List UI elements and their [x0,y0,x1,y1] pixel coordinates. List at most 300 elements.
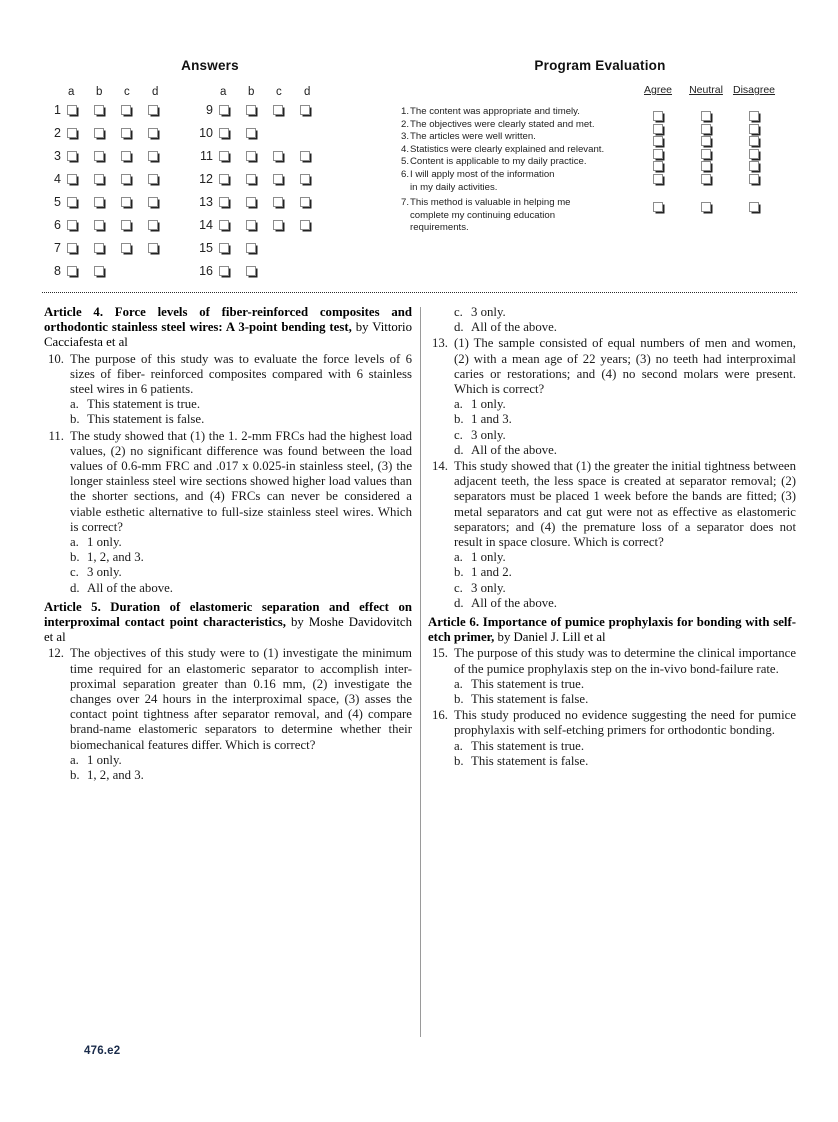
answer-cell [121,105,148,115]
answer-cell [67,220,94,230]
answers-column-headers-left [67,81,179,98]
answer-checkbox-1b[interactable] [94,105,104,115]
answer-cell [94,174,121,184]
evaluation-question-text [400,143,660,157]
evaluation-question-text [400,197,660,235]
answers-header-b: b [248,86,255,98]
evaluation-row-2 [400,119,800,132]
answer-checkbox-9b[interactable] [246,105,256,115]
answer-checkbox-7d[interactable] [148,243,158,253]
answer-row-number: 10 [199,125,213,140]
quiz-option-letter: a. [70,535,79,550]
quiz-continued-options [428,305,796,335]
quiz-question [428,708,796,769]
answer-checkbox-11c[interactable] [273,151,283,161]
answers-grid-right [197,81,331,282]
quiz-option[interactable] [454,677,796,692]
quiz-question-number: 13. [432,336,448,351]
answer-checkbox-4a[interactable] [67,174,77,184]
answer-row-3 [45,144,179,167]
answer-checkbox-6a[interactable] [67,220,77,230]
answer-cell [67,174,94,184]
answer-cell [246,197,273,207]
answer-checkbox-1d[interactable] [148,105,158,115]
answer-cell [300,220,327,230]
quiz-option-text: 1 and 2. [471,565,512,580]
quiz-question-text: The purpose of this study was to evaluate the force levels of 6 sizes of fiber- reinforced composites compared with 6 stainless steel wires in 6 patients. [70,351,412,397]
answer-checkbox-2a[interactable] [67,128,77,138]
quiz-question-number: 11. [48,428,64,443]
answer-row-8 [45,259,179,282]
answer-checkbox-7a[interactable] [67,243,77,253]
quiz-option-text: 3 only. [471,580,506,595]
article-title: Article 5. Duration of elastomeric separation and effect on interproximal contact point characteristics, [44,599,412,630]
quiz-option[interactable] [454,397,796,412]
quiz-option[interactable] [454,412,796,427]
answer-checkbox-12d[interactable] [300,174,310,184]
answer-checkbox-4c[interactable] [121,174,131,184]
answer-checkbox-10a[interactable] [219,128,229,138]
quiz-option-text: 3 only. [471,427,506,442]
article-authors: by Moshe Davidovitch et al [44,615,412,645]
quiz-option[interactable] [454,428,796,443]
answer-cell [67,105,94,115]
quiz-option[interactable] [454,550,796,565]
evaluation-checkbox-wrapper [653,199,663,217]
answer-checkbox-7b[interactable] [94,243,104,253]
answers-header-c: c [124,86,130,98]
evaluation-question-line: The objectives were clearly stated and met. [410,118,595,130]
quiz-option-letter: b. [70,412,80,427]
evaluation-scale-agree: Agree [643,84,673,96]
answer-checkbox-3a[interactable] [67,151,77,161]
quiz-option[interactable] [454,739,796,754]
quiz-option-text: All of the above. [471,320,557,335]
answer-checkbox-13c[interactable] [273,197,283,207]
answer-cell [273,105,300,115]
answer-checkbox-12b[interactable] [246,174,256,184]
quiz-option-text: This statement is true. [471,738,585,753]
quiz-option[interactable] [70,535,412,550]
quiz-question-number: 10. [48,351,64,366]
quiz-question-text: The objectives of this study were to (1) investigate the minimum time required for an elastomeric separator to accomplish inter-proximal separation greater than 0.16 mm, (2) investigate the changes over 24 hours in the interproximal space, (3) asses the contact point tightness after separator removal, and (4) compare brand-name elastomeric separators to determine whether their biomechanical features differ. Which is correct? [70,646,412,752]
answer-cell [148,174,175,184]
answer-checkbox-9d[interactable] [300,105,310,115]
evaluation-question-number: 2. [400,118,409,130]
answer-checkbox-5b[interactable] [94,197,104,207]
answer-cell [94,220,121,230]
answer-cell [219,105,246,115]
quiz-question-text: (1) The sample consisted of equal numbers of men and women, (2) with a mean age of 22 years; (3) no teeth had interproximal caries or restorations; and (4) no second molars were present. Which is correct? [454,336,796,397]
answer-row-number: 9 [206,102,213,117]
quiz-option-text: 1 only. [471,397,506,412]
quiz-option-letter: b. [454,412,464,427]
answer-cell [219,197,246,207]
answer-row-number: 2 [54,125,61,140]
answer-row-7 [45,236,179,259]
answer-row-number: 14 [199,217,213,232]
quiz-option[interactable] [454,596,796,611]
answer-cell [300,197,327,207]
answer-row-5 [45,190,179,213]
answers-grids [45,81,375,282]
answer-cell [94,105,121,115]
evaluation-question-number: 7. [400,197,409,209]
article-authors: by Daniel J. Lill et al [494,630,606,645]
quiz-option-letter: b. [70,550,80,565]
answer-cell [273,174,300,184]
right-column [428,305,796,769]
evaluation-question-text [400,106,660,119]
quiz-option-letter: b. [70,768,80,783]
evaluation-scale-neutral: Neutral [689,84,723,96]
article-heading [44,600,412,646]
answer-row-number: 4 [54,171,61,186]
answer-cell [67,266,94,276]
answer-cell [121,220,148,230]
quiz-option-text: This statement is true. [471,676,585,691]
quiz-question-number: 15. [432,646,448,661]
evaluation-row-3 [400,131,800,144]
answer-cell [67,197,94,207]
evaluation-question-line: This method is valuable in helping me [410,197,571,209]
answers-header-d: d [152,86,159,98]
quiz-option-text: 3 only. [87,565,122,580]
answer-checkbox-4d[interactable] [148,174,158,184]
answer-checkbox-3c[interactable] [121,151,131,161]
evaluation-checkbox-wrapper [701,199,711,217]
answer-cell [121,197,148,207]
quiz-option-letter: d. [454,320,464,335]
answer-checkbox-16b[interactable] [246,266,256,276]
quiz-option-text: All of the above. [471,595,557,610]
quiz-option-letter: b. [454,753,464,768]
quiz-option-text: 1 and 3. [471,412,512,427]
evaluation-question-line: Content is applicable to my daily practice. [410,156,587,168]
answer-cell [246,174,273,184]
answers-header-c: c [276,86,282,98]
evaluation-checkbox-wrapper [653,171,663,189]
answers-header-a: a [68,86,75,98]
left-column [44,305,412,783]
answer-checkbox-14a[interactable] [219,220,229,230]
answer-row-number: 3 [54,148,61,163]
quiz-option-letter: c. [70,565,79,580]
quiz-question [428,646,796,707]
answer-checkbox-7c[interactable] [121,243,131,253]
answers-column-headers-right [219,81,331,98]
quiz-question [44,646,412,783]
quiz-option-letter: d. [454,595,464,610]
answer-checkbox-3b[interactable] [94,151,104,161]
answer-row-9 [197,98,331,121]
answer-cell [67,243,94,253]
quiz-option-letter: b. [454,565,464,580]
quiz-option[interactable] [454,581,796,596]
evaluation-question-text [400,168,660,194]
answer-checkbox-1c[interactable] [121,105,131,115]
quiz-question-text: The purpose of this study was to determine the clinical importance of the pumice prophylaxis step on the in-vivo bond-failure rate. [454,646,796,676]
answer-row-number: 5 [54,194,61,209]
program-evaluation-section [400,58,800,235]
quiz-option-text: 1, 2, and 3. [87,768,144,783]
quiz-question-text: The study showed that (1) the 1. 2-mm FRCs had the highest load values, (2) no significant difference was found between the load values of 0.6-mm FRC and .017 x 0.025-in stainless steel, (3) the longer stainless steel wire sections showed higher load values than the shorter sections, and (4) FRCs can never be considered a viable esthetic alternative to full-size stainless steel wires. Which is correct? [70,428,412,534]
evaluation-question-number: 5. [400,156,409,168]
answer-checkbox-6c[interactable] [121,220,131,230]
quiz-option-text: This statement is true. [87,397,201,412]
answer-checkbox-2c[interactable] [121,128,131,138]
evaluation-checkbox-wrapper [749,171,759,189]
answer-checkbox-5a[interactable] [67,197,77,207]
evaluation-question-text [400,156,660,169]
answer-checkbox-5d[interactable] [148,197,158,207]
quiz-option-text: This statement is false. [87,412,205,427]
answer-cell [121,151,148,161]
article-title: Article 6. Importance of pumice prophylaxis for bonding with self-etch primer, [428,615,796,645]
answer-row-16 [197,259,331,282]
answer-cell [67,151,94,161]
evaluation-checkbox-6-agree[interactable] [653,174,663,184]
program-evaluation-title: Program Evaluation [534,58,666,73]
quiz-option-text: 1 only. [87,535,122,550]
quiz-option-letter: a. [70,397,79,412]
answer-cell [246,266,273,276]
answer-cell [219,128,246,138]
quiz-option[interactable] [70,397,412,412]
answer-checkbox-15a[interactable] [219,243,229,253]
quiz-option[interactable] [70,565,412,580]
answer-cell [246,220,273,230]
quiz-question-number: 16. [432,708,448,723]
quiz-option-letter: d. [70,580,80,595]
answer-checkbox-4b[interactable] [94,174,104,184]
answer-cell [121,174,148,184]
evaluation-question-text [400,118,660,132]
answer-cell [273,197,300,207]
quiz-option[interactable] [454,443,796,458]
answers-header-d: d [304,86,311,98]
answer-cell [246,243,273,253]
quiz-option-letter: a. [70,752,79,767]
answer-cell [300,151,327,161]
answer-checkbox-11a[interactable] [219,151,229,161]
answer-cell [148,243,175,253]
quiz-question-number: 14. [432,459,448,474]
answer-checkbox-6b[interactable] [94,220,104,230]
answer-checkbox-9a[interactable] [219,105,229,115]
answer-checkbox-11b[interactable] [246,151,256,161]
answer-cell [148,105,175,115]
evaluation-question-line: I will apply most of the information [410,168,555,180]
quiz-option-text: 1, 2, and 3. [87,550,144,565]
evaluation-row-7 [400,197,800,235]
quiz-question-number: 12. [48,646,64,661]
answer-cell [246,128,273,138]
evaluation-question-text [400,131,660,144]
answer-checkbox-8a[interactable] [67,266,77,276]
quiz-option-text: 1 only. [87,752,122,767]
quiz-option[interactable] [70,753,412,768]
evaluation-question-line: The content was appropriate and timely. [410,106,580,117]
answer-checkbox-14b[interactable] [246,220,256,230]
answer-row-2 [45,121,179,144]
quiz-option-letter: c. [454,580,463,595]
answer-cell [246,105,273,115]
quiz-option-text: All of the above. [471,442,557,457]
quiz-option[interactable] [70,412,412,427]
evaluation-scale-disagree: Disagree [732,84,776,96]
answer-cell [219,243,246,253]
evaluation-checkbox-7-neutral[interactable] [701,202,711,212]
section-divider [42,292,797,293]
answer-cell [273,220,300,230]
answer-row-12 [197,167,331,190]
quiz-option[interactable] [454,565,796,580]
answer-checkbox-10b[interactable] [246,128,256,138]
answer-cell [219,220,246,230]
answer-checkbox-2d[interactable] [148,128,158,138]
evaluation-row-5 [400,156,800,169]
answer-checkbox-15b[interactable] [246,243,256,253]
answer-cell [148,128,175,138]
answer-cell [94,197,121,207]
column-rule [420,307,421,1037]
answer-checkbox-12a[interactable] [219,174,229,184]
quiz-question [428,336,796,458]
answer-cell [300,174,327,184]
answer-row-number: 16 [199,263,213,278]
quiz-option-text: All of the above. [87,580,173,595]
answer-row-number: 13 [199,194,213,209]
answer-cell [94,128,121,138]
answer-row-number: 7 [54,240,61,255]
answer-row-6 [45,213,179,236]
evaluation-question-line: in my daily activities. [410,181,498,193]
answer-checkbox-14c[interactable] [273,220,283,230]
quiz-option[interactable] [454,305,796,320]
evaluation-question-number: 3. [400,131,409,143]
answer-row-10 [197,121,331,144]
answer-checkbox-6d[interactable] [148,220,158,230]
quiz-question [44,352,412,428]
answer-row-number: 12 [199,171,213,186]
evaluation-question-line: The articles were well written. [410,131,536,143]
quiz-question-text: This study produced no evidence suggesting the need for pumice prophylaxis with self-etching primers for orthodontic bonding. [454,708,796,738]
answer-checkbox-1a[interactable] [67,105,77,115]
evaluation-question-line: complete my continuing education [410,209,556,221]
article-heading [428,615,796,645]
evaluation-row-1 [400,106,800,119]
evaluation-question-rows [400,106,800,235]
quiz-option-letter: a. [454,550,463,565]
answer-row-number: 15 [199,240,213,255]
answer-cell [219,151,246,161]
answer-row-11 [197,144,331,167]
quiz-option-text: This statement is false. [471,753,589,768]
answer-row-number: 1 [54,102,61,117]
article-title: Article 4. Force levels of fiber-reinforced composites and orthodontic stainless steel wires: A 3-point bending test, [44,305,412,335]
answer-row-number: 8 [54,263,61,278]
evaluation-question-number: 4. [400,143,409,155]
quiz-question [44,429,412,596]
answer-cell [94,243,121,253]
answer-cell [246,151,273,161]
answer-cell [121,243,148,253]
evaluation-question-line: requirements. [410,222,469,234]
answer-cell [273,151,300,161]
answer-checkbox-14d[interactable] [300,220,310,230]
article-heading [44,305,412,351]
answer-checkbox-3d[interactable] [148,151,158,161]
quiz-question [428,459,796,611]
answer-row-14 [197,213,331,236]
article-authors: by Vittorio Cacciafesta et al [44,320,413,350]
quiz-option[interactable] [70,581,412,596]
quiz-option-letter: a. [454,676,463,691]
quiz-option-text: 3 only. [471,305,506,319]
answer-checkbox-13d[interactable] [300,197,310,207]
answers-title: Answers [181,58,239,73]
quiz-option-text: 1 only. [471,550,506,565]
answer-row-13 [197,190,331,213]
quiz-question-text: This study showed that (1) the greater the initial tightness between adjacent teeth, the less space is created at separator removal; (2) separators must be placed 1 week before the bands are fitted; (3) metal separators and cat gut were not as effective as elastomeric separators; and (4) the premature loss of a separator does not result in space closure. Which is correct? [454,459,796,550]
evaluation-checkbox-wrapper [749,199,759,217]
evaluation-checkbox-6-neutral[interactable] [701,174,711,184]
quiz-option[interactable] [454,692,796,707]
answer-checkbox-16a[interactable] [219,266,229,276]
answer-checkbox-5c[interactable] [121,197,131,207]
quiz-option-letter: b. [454,692,464,707]
answer-cell [219,174,246,184]
evaluation-question-number: 6. [400,168,409,180]
evaluation-checkbox-wrapper [701,171,711,189]
answers-grid-left [45,81,179,282]
answer-cell [300,105,327,115]
evaluation-checkbox-7-agree[interactable] [653,202,663,212]
answer-cell [121,128,148,138]
evaluation-scale-headers [400,84,800,100]
evaluation-checkbox-6-disagree[interactable] [749,174,759,184]
answers-section [45,58,375,282]
quiz-option[interactable] [454,320,796,335]
answer-cell [67,128,94,138]
evaluation-question-number: 1. [400,106,409,117]
answer-cell [219,266,246,276]
answer-checkbox-13b[interactable] [246,197,256,207]
quiz-option-letter: c. [454,427,463,442]
page-number: 476.e2 [84,1045,121,1057]
answer-cell [148,197,175,207]
answers-header-a: a [220,86,227,98]
answer-cell [148,220,175,230]
answer-checkbox-8b[interactable] [94,266,104,276]
answer-cell [148,151,175,161]
answer-checkbox-9c[interactable] [273,105,283,115]
answer-checkbox-12c[interactable] [273,174,283,184]
answer-checkbox-13a[interactable] [219,197,229,207]
answer-checkbox-11d[interactable] [300,151,310,161]
answer-row-number: 11 [200,148,213,163]
answer-cell [94,151,121,161]
quiz-option[interactable] [70,768,412,783]
quiz-option[interactable] [454,754,796,769]
evaluation-checkbox-7-disagree[interactable] [749,202,759,212]
quiz-option-text: This statement is false. [471,692,589,707]
quiz-option-letter: a. [454,738,463,753]
quiz-option[interactable] [70,550,412,565]
answer-checkbox-2b[interactable] [94,128,104,138]
quiz-option-letter: d. [454,442,464,457]
